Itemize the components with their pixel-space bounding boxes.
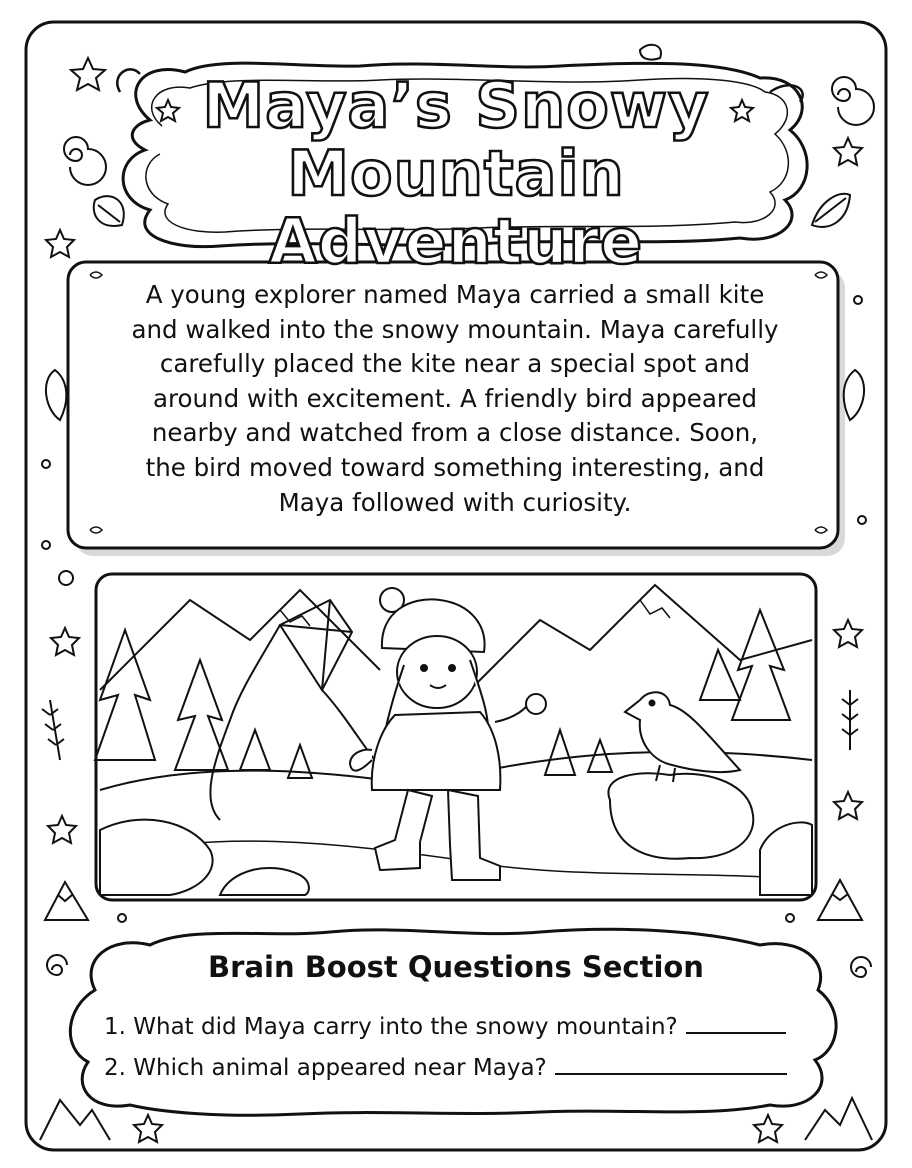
story-line: the bird moved toward something interesting, and: [145, 452, 765, 482]
story-line: carefully placed the kite near a special spot and: [159, 349, 751, 379]
answer-blank-1[interactable]: [686, 1010, 786, 1034]
story-line: and walked into the snowy mountain. Maya carefully: [131, 314, 779, 344]
page-title-line-2: Mountain Adventure: [268, 137, 644, 278]
story-line: around with excitement. A friendly bird appeared: [152, 383, 758, 413]
question-2-text: 2. Which animal appeared near Maya?: [104, 1055, 547, 1081]
story-line: Maya followed with curiosity.: [278, 487, 632, 517]
answer-blank-2[interactable]: [555, 1051, 787, 1075]
story-line: nearby and watched from a close distance. Soon,: [151, 418, 759, 448]
question-2: [104, 1051, 787, 1081]
questions-section-title: Brain Boost Questions Section: [208, 950, 704, 984]
question-1: [104, 1010, 786, 1040]
question-1-text: 1. What did Maya carry into the snowy mountain?: [104, 1014, 678, 1040]
illustration: [95, 574, 816, 900]
story-text: [90, 278, 820, 520]
story-line: A young explorer named Maya carried a small kite: [145, 280, 765, 309]
title-block: [150, 69, 762, 278]
page-title-line-1: Maya’s Snowy: [202, 69, 710, 142]
